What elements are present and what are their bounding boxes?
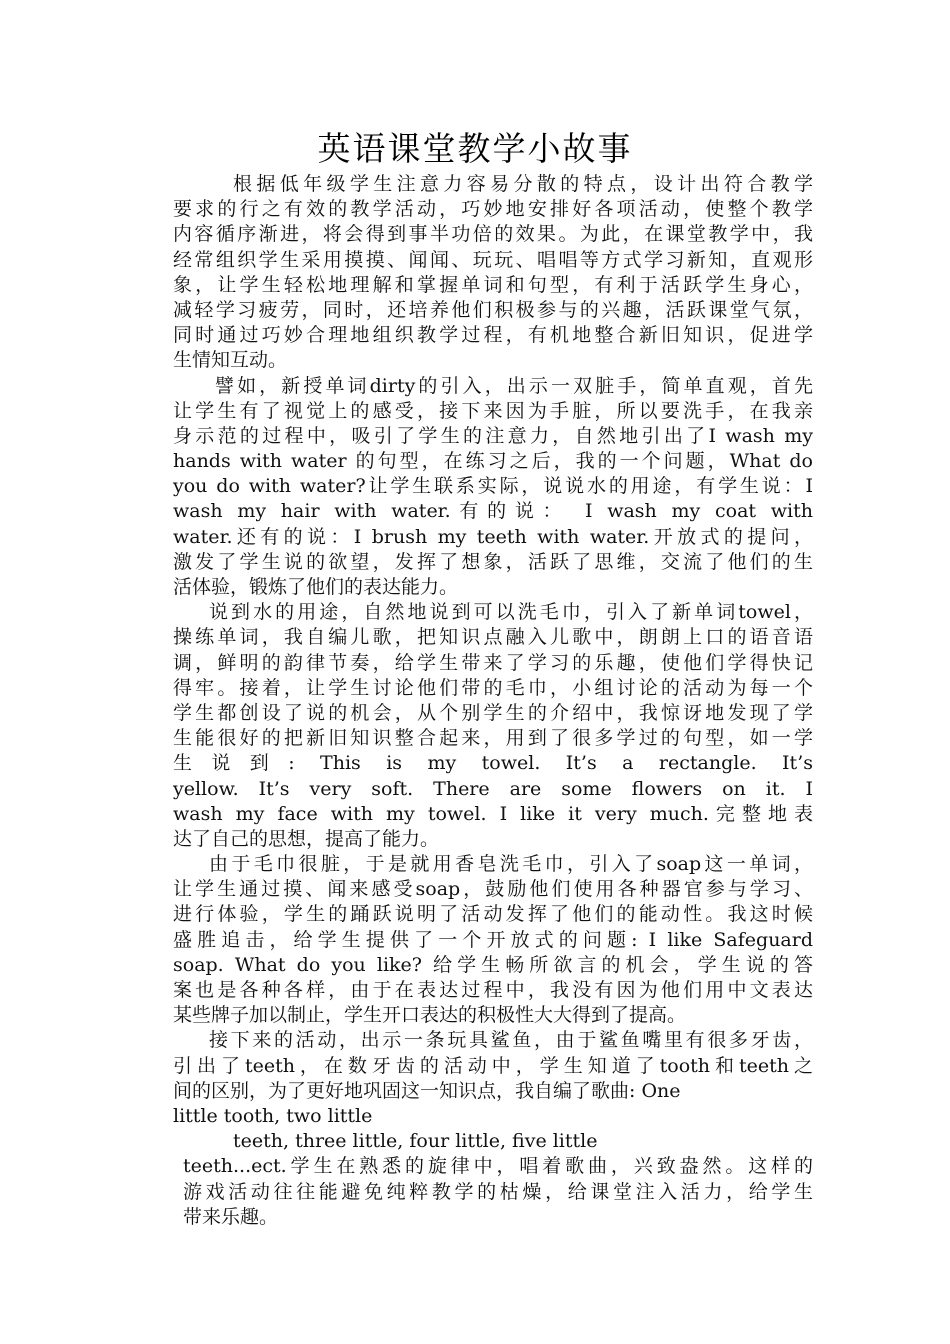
paragraph-line: 内容循序渐进，将会得到事半功倍的效果。为此，在课堂教学中，我 [173, 223, 813, 246]
paragraph-line: 说到水的用途，自然地说到可以洗毛巾，引入了新单词towel， [209, 601, 813, 624]
paragraph-line: 减轻学习疲劳，同时，还培养他们积极参与的兴趣，活跃课堂气氛， [173, 298, 813, 321]
paragraph-line: teeth, three little, four little, five little [233, 1130, 598, 1153]
paragraph-line: hands with water 的句型，在练习之后，我的一个问题，What do [173, 450, 813, 473]
paragraph-line: 带来乐趣。 [183, 1205, 279, 1228]
document-title: 英语课堂教学小故事 [317, 129, 633, 168]
paragraph-line: water.还有的说：I brush my teeth with water.开放式的提问， [173, 525, 813, 548]
paragraph-line: 得牢。接着，让学生讨论他们带的毛巾，小组讨论的活动为每一个 [173, 676, 813, 699]
paragraph-line: you do with water?让学生联系实际，说说水的用途，有学生说：I [173, 475, 813, 498]
paragraph-line: 学生都创设了说的机会，从个别学生的介绍中，我惊讶地发现了学 [173, 701, 813, 724]
paragraph-line: 让学生有了视觉上的感受，接下来因为手脏，所以要洗手，在我亲 [173, 399, 813, 422]
paragraph-line: 引出了teeth，在数牙齿的活动中，学生知道了tooth和teeth之 [173, 1054, 813, 1077]
paragraph-line: 譬如，新授单词dirty的引入，出示一双脏手，简单直观，首先 [215, 374, 813, 397]
paragraph-line: 生情知互动。 [173, 349, 288, 372]
paragraph-line: soap. What do you like? 给学生畅所欲言的机会，学生说的答 [173, 953, 813, 976]
paragraph-line: 激发了学生说的欲望，发挥了想象，活跃了思维，交流了他们的生 [173, 550, 813, 573]
paragraph-line: 间的区别，为了更好地巩固这一知识点，我自编了歌曲: One [173, 1079, 681, 1102]
paragraph-line: 进行体验，学生的踊跃说明了活动发挥了他们的能动性。我这时候 [173, 903, 813, 926]
paragraph-line: 生说到: This is my towel. It’s a rectangle. It’s [173, 752, 813, 775]
paragraph-line: 达了自己的思想，提高了能力。 [173, 827, 440, 850]
paragraph-line: 象，让学生轻松地理解和掌握单词和句型，有利于活跃学生身心， [173, 273, 813, 296]
paragraph-line: 由于毛巾很脏，于是就用香皂洗毛巾，引入了soap这一单词， [209, 853, 813, 876]
paragraph-line: 盛胜追击，给学生提供了一个开放式的问题: I like Safeguard [173, 928, 813, 951]
paragraph-line: 接下来的活动，出示一条玩具鲨鱼，由于鲨鱼嘴里有很多牙齿， [209, 1029, 813, 1052]
paragraph-line: 生能很好的把新旧知识整合起来，用到了很多学过的句型，如一学 [173, 727, 813, 750]
paragraph-line: teeth...ect.学生在熟悉的旋律中，唱着歌曲，兴致盎然。这样的 [183, 1155, 813, 1178]
paragraph-line: yellow. It’s very soft. There are some flowers on it. I [173, 777, 813, 800]
paragraph-line: 根据低年级学生注意力容易分散的特点，设计出符合教学 [233, 173, 813, 195]
paragraph-line: 案也是各种各样，由于在表达过程中，我没有因为他们用中文表达 [173, 979, 813, 1001]
paragraph-line: 游戏活动往往能避免纯粹教学的枯燥，给课堂注入活力，给学生 [183, 1180, 813, 1203]
paragraph-line: 操练单词，我自编儿歌，把知识点融入儿歌中，朗朗上口的语音语 [173, 626, 813, 649]
paragraph-line: 要求的行之有效的教学活动，巧妙地安排好各项活动，使整个教学 [173, 198, 813, 221]
paragraph-line: 同时通过巧妙合理地组织教学过程，有机地整合新旧知识，促进学 [173, 324, 813, 347]
paragraph-line: 让学生通过摸、闻来感受soap，鼓励他们使用各种器官参与学习、 [173, 878, 813, 901]
paragraph-line: 某些牌子加以制止，学生开口表达的积极性大大得到了提高。 [173, 1004, 687, 1027]
document-body [173, 172, 813, 1230]
paragraph-line: little tooth, two little [173, 1104, 373, 1127]
paragraph-line: 经常组织学生采用摸摸、闻闻、玩玩、唱唱等方式学习新知，直观形 [173, 248, 813, 271]
paragraph-line: 身示范的过程中，吸引了学生的注意力，自然地引出了I wash my [173, 424, 813, 447]
paragraph-line: 活体验，锻炼了他们的表达能力。 [173, 576, 459, 598]
paragraph-line: wash my hair with water.有的说： I wash my coat with [173, 500, 813, 523]
paragraph-line: wash my face with my towel. I like it very much.完整地表 [173, 802, 813, 825]
paragraph-line: 调，鲜明的韵律节奏，给学生带来了学习的乐趣，使他们学得快记 [173, 651, 813, 674]
